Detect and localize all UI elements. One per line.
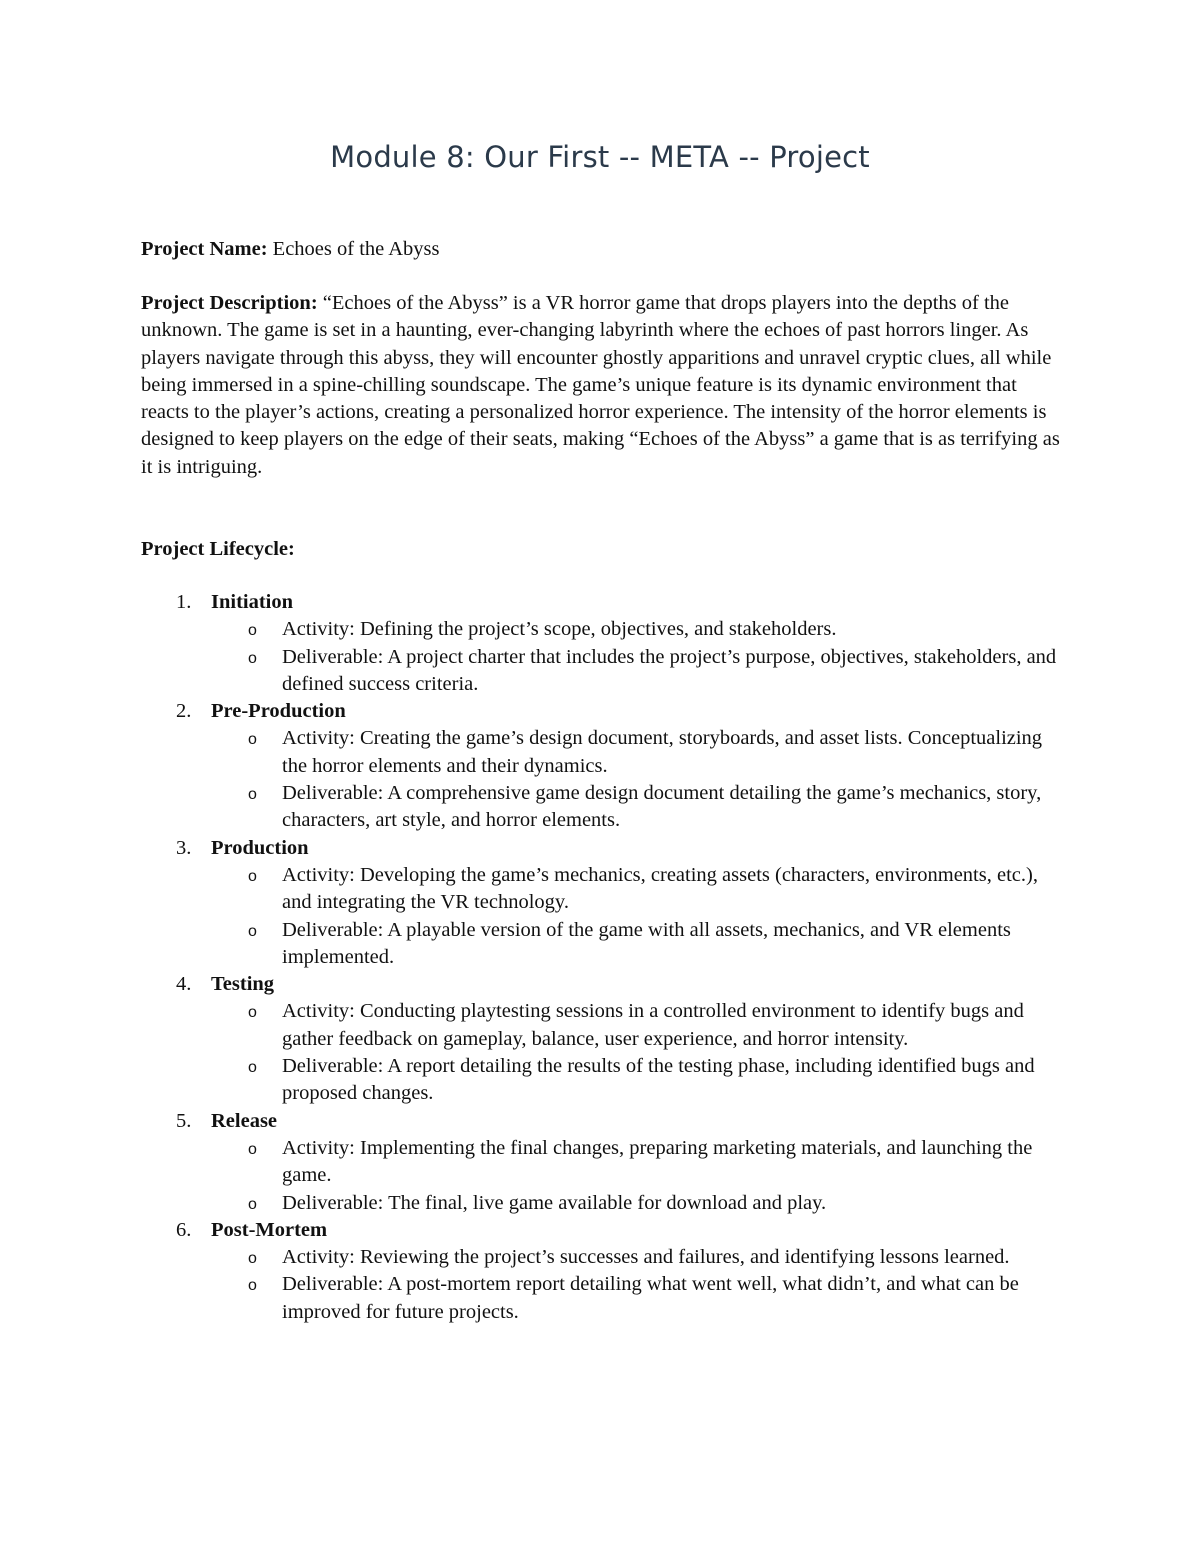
bullet-marker: o <box>248 731 257 749</box>
lifecycle-phase <box>0 589 1200 698</box>
phase-item-text: Activity: Reviewing the project’s successes and failures, and identifying lessons learned. <box>282 1246 1010 1269</box>
phase-item <box>211 725 1072 780</box>
phase-item-text: Deliverable: The final, live game available for download and play. <box>282 1191 827 1214</box>
phase-number: 3. <box>176 836 192 859</box>
project-description-paragraph <box>141 290 1066 481</box>
phase-item-list <box>211 998 1200 1107</box>
phase-item-text: Activity: Conducting playtesting sessions in a controlled environment to identify bugs and gather feedback on gameplay, balance, user experience, and horror intensity. <box>282 1000 1024 1050</box>
lifecycle-phase <box>0 835 1200 971</box>
phase-item-text: Activity: Developing the game’s mechanics, creating assets (characters, environments, etc.), and integrating the VR technology. <box>282 863 1038 914</box>
phase-number: 2. <box>176 700 192 723</box>
phase-item-text: Activity: Implementing the final changes, preparing marketing materials, and launching the game. <box>282 1136 1033 1187</box>
phase-number: 1. <box>176 591 192 613</box>
phase-item-text: Deliverable: A project charter that includes the project’s purpose, objectives, stakeholders, and defined success criteria. <box>282 645 1057 695</box>
phase-item <box>211 644 1072 699</box>
phase-item <box>211 616 1072 643</box>
phase-item <box>211 1190 1072 1217</box>
bullet-marker: o <box>248 1059 257 1077</box>
phase-item <box>211 862 1072 917</box>
bullet-marker: o <box>248 622 257 640</box>
lifecycle-heading: Project Lifecycle: <box>141 538 295 560</box>
project-description-text: “Echoes of the Abyss” is a VR horror game that drops players into the depths of the unknown. The game is set in a haunting, ever-changing labyrinth where the echoes of past horrors linger. As players navigate through this abyss, they will encounter ghostly apparitions and unravel cryptic clues, all while being immersed in a spine-chilling soundscape. The game’s unique feature is its dynamic environment that reacts to the player’s actions, creating a personalized horror experience. The intensity of the horror elements is designed to keep players on the edge of their seats, making “Echoes of the Abyss” a game that is as terrifying as it is intriguing. <box>141 292 1060 478</box>
phase-item-list <box>211 862 1200 971</box>
bullet-marker: o <box>248 1140 257 1158</box>
project-name-label: Project Name: <box>141 238 268 260</box>
phase-item-text: Deliverable: A post-mortem report detailing what went well, what didn’t, and what can be improved for future projects. <box>282 1273 1019 1323</box>
phase-item-text: Activity: Defining the project’s scope, objectives, and stakeholders. <box>282 618 837 641</box>
phase-number: 5. <box>176 1109 192 1132</box>
bullet-marker: o <box>248 1004 257 1022</box>
bullet-marker: o <box>248 786 257 804</box>
bullet-marker: o <box>248 922 257 940</box>
lifecycle-phase <box>0 698 1200 834</box>
phase-name: Release <box>211 1109 278 1132</box>
phase-item-list <box>211 725 1200 834</box>
phase-number: 4. <box>176 973 192 996</box>
phase-item <box>211 1053 1072 1108</box>
phase-item-text: Deliverable: A comprehensive game design document detailing the game’s mechanics, story, characters, art style, and horror elements. <box>282 782 1042 832</box>
lifecycle-phase <box>0 971 1200 1107</box>
phase-item-text: Deliverable: A playable version of the game with all assets, mechanics, and VR elements implemented. <box>282 918 1011 968</box>
project-name-line <box>141 236 1066 263</box>
phase-item-text: Activity: Creating the game’s design document, storyboards, and asset lists. Conceptualizing the horror elements and their dynamics. <box>282 727 1043 777</box>
phase-name: Initiation <box>211 591 294 613</box>
bullet-marker: o <box>248 1277 257 1295</box>
phase-item <box>211 1244 1072 1271</box>
project-description-label: Project Description: <box>141 292 318 314</box>
phase-name: Post-Mortem <box>211 1218 328 1241</box>
document-title: Module 8: Our First -- META -- Project <box>330 140 870 174</box>
bullet-marker: o <box>248 867 257 885</box>
phase-name: Pre-Production <box>211 700 346 723</box>
phase-number: 6. <box>176 1218 192 1241</box>
bullet-marker: o <box>248 649 257 667</box>
phase-item-text: Deliverable: A report detailing the results of the testing phase, including identified bugs and proposed changes. <box>282 1055 1035 1105</box>
phase-item <box>211 780 1072 835</box>
phase-item-list <box>211 1244 1200 1326</box>
phase-item-list <box>211 616 1200 698</box>
lifecycle-phase <box>0 1217 1200 1326</box>
phase-item <box>211 917 1072 972</box>
lifecycle-phase <box>0 1108 1200 1217</box>
phase-item <box>211 1271 1072 1326</box>
bullet-marker: o <box>248 1195 257 1213</box>
lifecycle-phase-list <box>0 589 1200 1326</box>
phase-name: Production <box>211 836 309 859</box>
phase-name: Testing <box>211 973 275 996</box>
phase-item <box>211 1135 1072 1190</box>
phase-item <box>211 998 1072 1053</box>
project-name-value: Echoes of the Abyss <box>272 238 440 260</box>
phase-item-list <box>211 1135 1200 1217</box>
bullet-marker: o <box>248 1250 257 1268</box>
